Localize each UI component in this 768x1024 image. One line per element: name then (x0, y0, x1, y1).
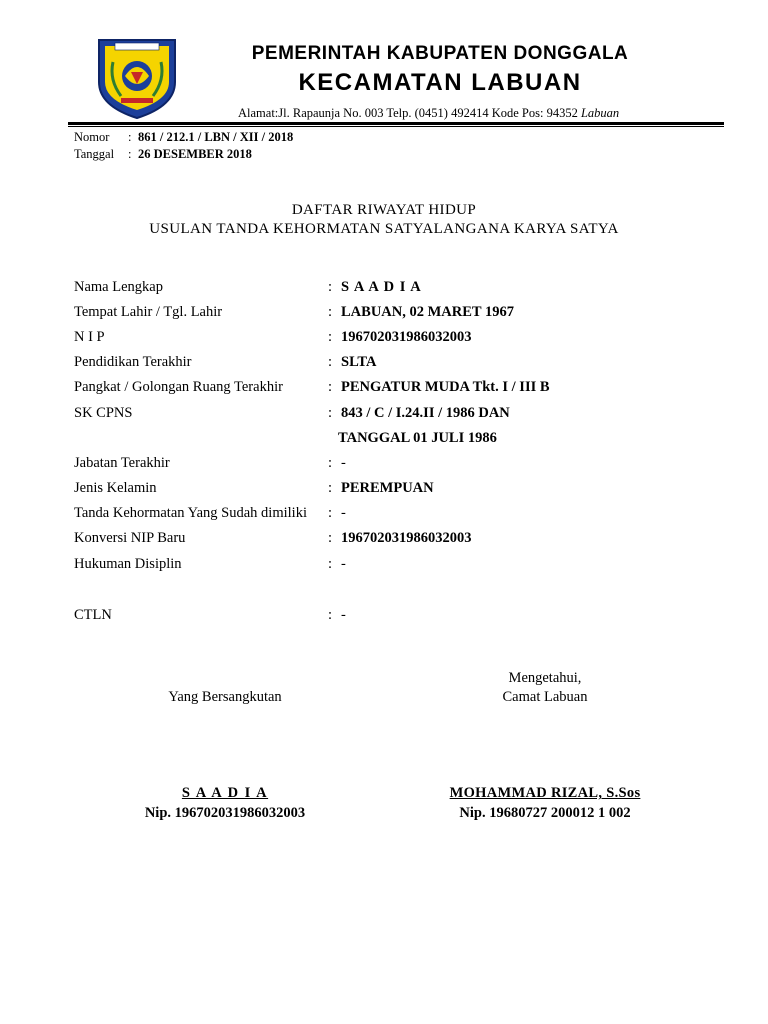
field-colon: : (328, 607, 333, 623)
field-label-jabatan: Jabatan Terakhir (74, 455, 170, 471)
letterhead-rule-thick (68, 122, 724, 125)
regency-crest-icon (95, 32, 179, 120)
signature-right-name: MOHAMMAD RIZAL, S.Sos (449, 785, 641, 801)
tanggal-value: 26 DESEMBER 2018 (138, 147, 252, 161)
field-label-jenis-kelamin: Jenis Kelamin (74, 480, 157, 496)
field-value-sk-cpns-date: TANGGAL 01 JULI 1986 (338, 430, 497, 446)
signature-left-name: S A A D I A (181, 785, 269, 801)
signature-left-nip: Nip. 196702031986032003 (144, 805, 306, 821)
nomor-value: 861 / 212.1 / LBN / XII / 2018 (138, 130, 294, 144)
field-colon: : (328, 379, 333, 395)
field-colon: : (328, 304, 333, 320)
nomor-colon: : (128, 130, 132, 144)
document-title: DAFTAR RIWAYAT HIDUP (291, 202, 477, 218)
field-label-ctln: CTLN (74, 607, 112, 623)
field-colon: : (328, 505, 333, 521)
letterhead-rule-thin (68, 126, 724, 127)
field-label-ttl: Tempat Lahir / Tgl. Lahir (74, 304, 223, 320)
letterhead-district: KECAMATAN LABUAN (298, 69, 582, 96)
field-label-pendidikan: Pendidikan Terakhir (74, 354, 192, 370)
field-value-pendidikan: SLTA (341, 354, 377, 370)
field-label-pangkat: Pangkat / Golongan Ruang Terakhir (74, 379, 283, 395)
field-colon: : (328, 329, 333, 345)
field-value-hukuman: - (341, 556, 346, 572)
field-value-jabatan: - (341, 455, 346, 471)
letterhead-government: PEMERINTAH KABUPATEN DONGGALA (251, 43, 629, 64)
field-label-nama: Nama Lengkap (74, 279, 163, 295)
field-label-nip: N I P (74, 329, 105, 345)
field-value-nama: S A A D I A (341, 279, 422, 295)
field-label-konversi-nip: Konversi NIP Baru (74, 530, 186, 546)
field-label-sk-cpns: SK CPNS (74, 405, 133, 421)
nomor-label: Nomor (74, 130, 110, 144)
field-colon: : (328, 354, 333, 370)
field-value-ttl: LABUAN, 02 MARET 1967 (341, 304, 514, 320)
signature-right-pre: Mengetahui, (508, 670, 582, 686)
signature-right-nip: Nip. 19680727 200012 1 002 (459, 805, 631, 821)
field-value-konversi-nip: 196702031986032003 (341, 530, 472, 546)
tanggal-colon: : (128, 147, 132, 161)
signature-left-title: Yang Bersangkutan (168, 689, 282, 705)
field-value-ctln: - (341, 607, 346, 623)
field-colon: : (328, 480, 333, 496)
field-colon: : (328, 405, 333, 421)
field-colon: : (328, 279, 333, 295)
field-label-hukuman: Hukuman Disiplin (74, 556, 182, 572)
field-value-sk-cpns: 843 / C / I.24.II / 1986 DAN (341, 405, 510, 421)
field-colon: : (328, 556, 333, 572)
tanggal-label: Tanggal (74, 147, 115, 161)
field-colon: : (328, 455, 333, 471)
field-value-tanda-kehormatan: - (341, 505, 346, 521)
field-label-tanda-kehormatan: Tanda Kehormatan Yang Sudah dimiliki (74, 505, 307, 521)
field-value-nip: 196702031986032003 (341, 329, 472, 345)
field-colon: : (328, 530, 333, 546)
document-subtitle: USULAN TANDA KEHORMATAN SATYALANGANA KARYA SATYA (149, 221, 619, 237)
field-value-jenis-kelamin: PEREMPUAN (341, 480, 434, 496)
letterhead-address: Alamat:Jl. Rapaunja No. 003 Telp. (0451) 492414 Kode Pos: 94352 Labuan (238, 106, 620, 120)
signature-right-title: Camat Labuan (502, 689, 588, 705)
field-value-pangkat: PENGATUR MUDA Tkt. I / III B (341, 379, 550, 395)
